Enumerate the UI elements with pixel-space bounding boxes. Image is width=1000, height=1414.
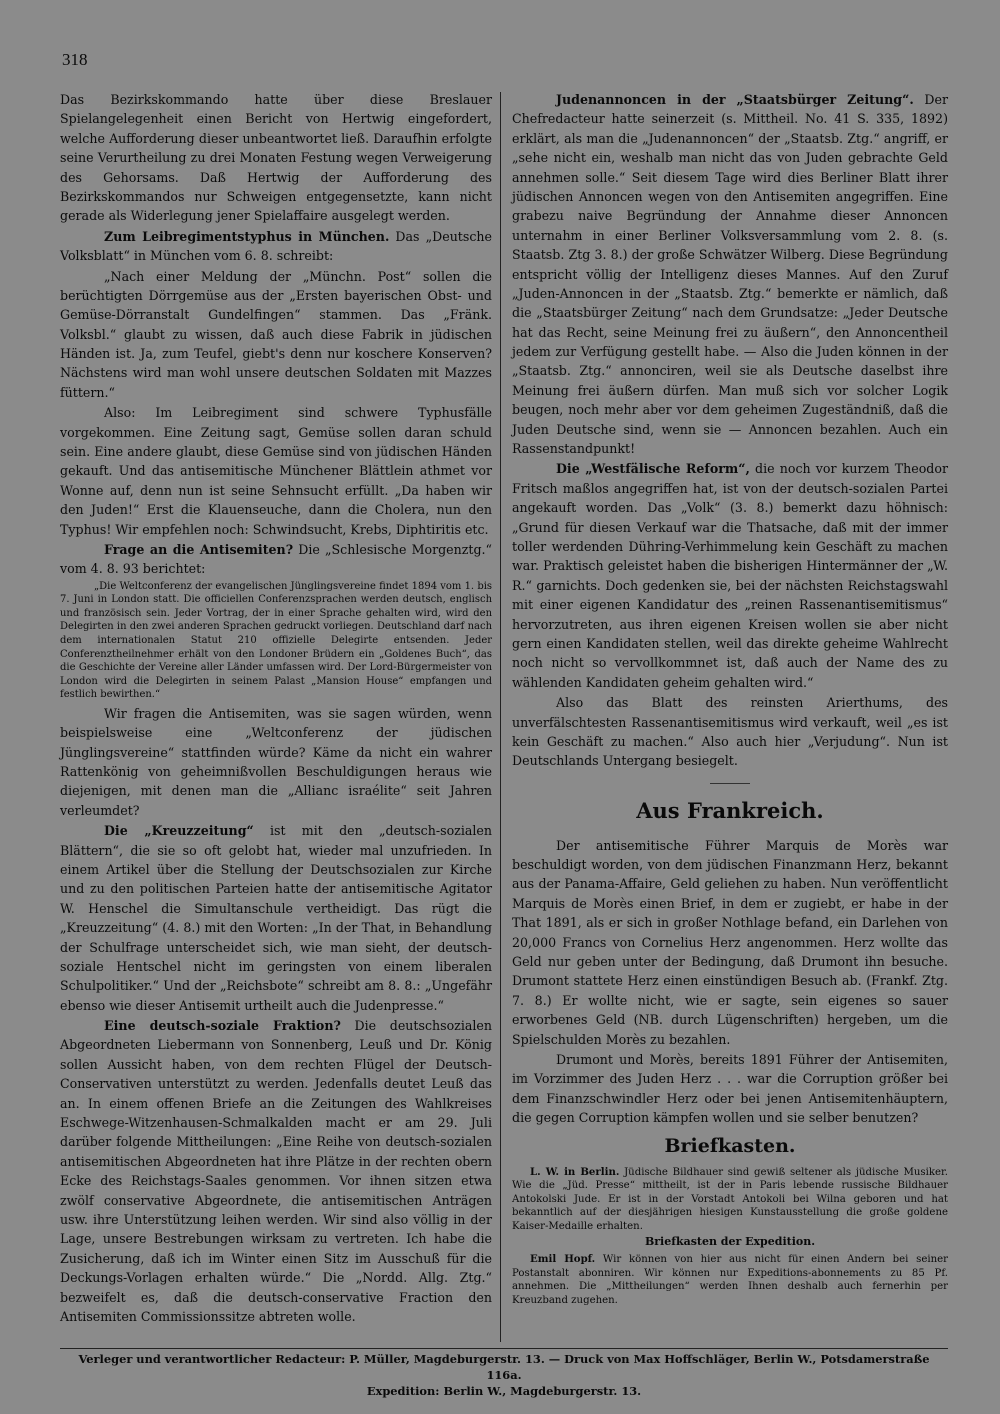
article-paragraph [60,821,492,1015]
article-paragraph [512,90,948,458]
imprint-line: Verleger und verantwortlicher Redacteur: P. Müller, Magdeburgerstr. 13. — Druck von Max Hoffschläger, Berlin W., Potsdamerstraße 116a. [78,1352,930,1382]
article-text: Die „Schlesische Morgenztg.“ vom 4. 8. 93 berichtet: [60,541,492,577]
article-headline: Judenannoncen in der „Staatsbürger Zeitung“. [556,92,914,107]
paragraph: Also das Blatt des reinsten Arierthums, des unverfälschtesten Rassenantisemitismus wird verkauft, weil „es ist kein Geschäft zu machen.“ Also auch hier „Verjudung“. Nun ist Deutschlands Untergang besiegelt. [512,695,948,769]
expedition-line: Expedition: Berlin W., Magdeburgerstr. 13. [366,1384,642,1398]
article-text: Der Chefredacteur hatte seinerzeit (s. Mittheil. No. 41 S. 335, 1892) erklärt, als man die „Judenannoncen“ der „Staatsb. Ztg.“ angriff, er „sehe nicht ein, weshalb man nicht das von Juden gebrachte Geld annehmen solle.“ Seit diesem Tage wird dies Berliner Blatt ihrer jüdischen Annoncen wegen von den Antisemiten angegriffen. Eine grabezu naive Begründung der Annahme dieser Annoncen unternahm in einer Berliner Volksversammlung vom 2. 8. (s. Staatsb. Ztg 3. 8.) der große Schwätzer Wilberg. Diese Begründung entspricht völlig der Intelligenz dieses Mannes. Auf den Zuruf „Juden-Annoncen in der „Staatsb. Ztg.“ bemerkte er nämlich, daß die „Staatsbürger Zeitung“ nach dem Grundsatze: „Jeder Deutsche hat das Recht, seine Meinung frei zu äußern“, den Annoncentheil jedem zur Verfügung gestellt habe. — Also die Juden können in der „Staatsb. Ztg.“ annonciren, weil sie als Deutsche daselbst ihre Meinung frei äußern dürfen. Man muß sich vor solcher Logik beugen, noch mehr aber vor dem geheimen Zugeständniß, daß die Juden Deutsche sind, wenn sie — Annoncen bezahlen. Auch ein Rassenstandpunkt! [512,92,948,457]
entry-text: Jüdische Bildhauer sind gewiß seltener als jüdische Musiker. Wie die „Jüd. Presse“ mittheilt, ist der in Paris lebende russische Bildhauer Antokolski Jude. Er ist in der Vorstadt Antokoli bei Wilna geboren und hat bekanntlich auf der diesjährigen hiesigen Kunstausstellung die große goldene Kaiser-Medaille erhalten. [512,1166,948,1232]
france-article [512,836,948,1128]
article-paragraph [60,540,492,579]
right-column [512,90,948,1309]
entry-heading: Emil Hopf. [530,1253,596,1266]
article-paragraph [60,227,492,266]
article-paragraph [512,459,948,692]
right-column-articles [512,90,948,771]
briefkasten-entry [512,1166,948,1234]
paragraph: Das Bezirkskommando hatte über diese Breslauer Spielangelegenheit einen Bericht von Hertwig eingefordert, welche Aufforderung dieser unbeantwortet ließ. Daraufhin erfolgte seine Verurtheilung zu drei Monaten Festung wegen Verweigerung des Gehorsams. Daß Hertwig der Aufforderung des Bezirkskommandos nur Schweigen entgegensetzte, kann nicht gerade als Widerlegung jener Spielaffaire ausgelegt werden. [60,92,492,224]
article-text: Die deutschsozialen Abgeordneten Liebermann von Sonnenberg, Leuß und Dr. König sollen Aussicht haben, von dem rechten Flügel der Deutsch-Conservativen unterstützt zu werden. Jedenfalls deutet Leuß das an. In einem offenen Briefe an die Zeitungen des Wahlkreises Eschwege-Witzenhausen-Schmalkalden macht er am 29. Juli darüber folgende Mittheilungen: „Eine Reihe von deutsch-sozialen antisemitischen Abgeordneten hat ihre Plätze in der rechten obern Ecke des Reichstags-Saales genommen. Vor ihnen sitzen etwa zwölf conservative Abgeordnete, die antisemitischen Anträgen usw. ihre Unterstützung leihen werden. Wir sind also völlig in der Lage, unsere Bestrebungen wirksam zu vertreten. Ich habe die Zusicherung, daß ich im Winter einen Sitz im Ausschuß für die Deckungs-Vorlagen erhalten würde.“ Die „Nordd. Allg. Ztg.“ bezweifelt es, daß die deutsch-conservative Fraction den Antisemiten Commissionssitze abtreten wolle. [60,1018,492,1324]
article-text: Das „Deutsche Volksblatt“ in München vom 6. 8. schreibt: [60,228,492,264]
article-headline: Zum Leibregimentstyphus in München. [104,228,390,244]
imprint-footer [60,1348,948,1399]
entry-heading: L. W. in Berlin. [530,1165,620,1178]
paragraph: „Nach einer Meldung der „Münchn. Post“ sollen die berüchtigten Dörrgemüse aus der „Ersten bayerischen Obst- und Gemüse-Dörranstalt Gundelfingen“ stammen. Das „Fränk. Volksbl.“ glaubt zu wissen, daß auch diese Fabrik in jüdischen Händen ist. Ja, zum Teufel, giebt's denn nur koschere Konserven? Nächstens wird man wohl unsere deutschen Soldaten mit Mazzes füttern.“ [60,268,492,400]
page-number: 318 [62,50,88,69]
article-headline: Die „Westfälische Reform“, [556,461,750,477]
quoted-report: „Die Weltconferenz der evangelischen Jünglingsvereine findet 1894 vom 1. bis 7. Juni in London statt. Die officiellen Conferenzsprachen werden deutsch, englisch und französisch sein. Jeder Vortrag, der in einer Sprache gehalten wird, wird den Delegirten in den zwei anderen Sprachen gedruckt vorliegen. Deutschland darf nach dem internationalen Statut 210 offizielle Delegirte entsenden. Jeder Conferenztheilnehmer erhält von den Londoner Brüdern ein „Goldenes Buch“, das die Geschichte der Vereine aller Länder umfassen wird. Der Lord-Bürgermeister von London wird die Delegirten in seinem Palast „Mansion House“ empfangen und festlich bewirthen.“ [60,580,492,701]
paragraph: Drumont und Morès, bereits 1891 Führer der Antisemiten, im Vorzimmer des Juden Herz . . . war die Corruption größer bei dem Finanzschwindler Herz oder bei jenen Antisemitenhäuptern, die gegen Corruption kämpfen wollen und sie selber benutzen? [512,1051,948,1126]
article-headline: Eine deutsch-soziale Fraktion? [104,1018,341,1034]
article-text: die noch vor kurzem Theodor Fritsch maßlos angegriffen hat, ist von der deutsch-sozialen Partei angekauft worden. Das „Volk“ (3. 8.) bemerkt dazu höhnisch: „Grund für diesen Verkauf war die Thatsache, daß mit der immer toller werdenden Dühring-Verhimmelung kein Geschäft zu machen war. Praktisch geleistet haben die bisherigen Hintermänner der „W. R.“ garnichts. Doch gedenken sie, bei der nächsten Reichstagswahl mit einer eigenen Kandidatur des „reinen Rassenantisemitismus“ hervorzutreten, aus ihren eigenen Kreisen wollen sie aber nicht gern einen Kandidaten stellen, weil das direkte geheime Wahlrecht noch nicht so vervollkommnet ist, daß auch der Name des zu wählenden Kandidaten geheim gehalten wird.“ [512,461,948,690]
article-paragraph [60,1016,492,1326]
section-title: Aus Frankreich. [636,797,824,823]
left-column [60,90,492,1327]
paragraph: Also: Im Leibregiment sind schwere Typhusfälle vorgekommen. Eine Zeitung sagt, Gemüse sollen daran schuld sein. Eine andere glaubt, diese Gemüse sind von jüdischen Händen gekauft. Und das antisemitische Münchener Blättlein athmet vor Wonne auf, denn nun ist seine Sehnsucht erfüllt. „Da haben wir den Juden!“ Erst die Klauenseuche, dann die Cholera, nun den Typhus! Wir empfehlen noch: Schwindsucht, Krebs, Diphtiritis etc. [60,405,492,537]
article-headline: Frage an die Antisemiten? [104,541,294,557]
briefkasten-title: Briefkasten. [664,1134,796,1157]
article-headline: Die „Kreuzzeitung“ [104,823,254,839]
briefkasten-entry [512,1253,948,1307]
column-divider [500,92,501,1342]
briefkasten-subtitle: Briefkasten der Expedition. [644,1235,816,1249]
entry-text: Wir können von hier aus nicht für einen Andern bei seiner Postanstalt abonniren. Wir können nur Expeditions-abonnements zu 85 Pf. annehmen. Die „Mittheilungen“ werden Ihnen deshalb auch fernerhin per Kreuzband zugehen. [512,1254,948,1307]
article-text: ist mit den „deutsch-sozialen Blättern“, die sie so oft gelobt hat, wieder mal unzufrieden. In einem Artikel über die Stellung der Deutschsozialen zur Kirche und zu den politischen Parteien hatte der antisemitische Agitator W. Henschel die Simultanschule vertheidigt. Das rügt die „Kreuzzeitung“ (4. 8.) mit den Worten: „In der That, in Behandlung der Schulfrage unterscheidet sich, wie man sieht, der deutsch-soziale Hentschel nicht im geringsten von einem liberalen Schulpolitiker.“ Und der „Reichsbote“ schreibt am 8. 8.: „Ungefähr ebenso wie dieser Antisemit urtheilt auch die Judenpresse.“ [60,823,492,1013]
section-divider [710,783,750,784]
paragraph: Der antisemitische Führer Marquis de Morès war beschuldigt worden, von dem jüdischen Finanzmann Herz, bekannt aus der Panama-Affaire, Geld geliehen zu haben. Nun veröffentlicht Marquis de Morès einen Brief, in dem er zugiebt, er habe in der That 1891, als er sich in großer Nothlage befand, ein Darlehen von 20,000 Francs von Cornelius Herz angenommen. Herz wollte das Geld nur geben unter der Bedingung, daß Drumont ihn besuche. Drumont stattete Herz einen einstündigen Besuch ab. (Frankf. Ztg. 7. 8.) Er wollte nicht, wie er sagte, sein eigenes so sauer erworbenes Geld (NB. durch Lügenschriften) hergeben, um die Spielschulden Morès zu bezahlen. [512,837,948,1047]
paragraph: Wir fragen die Antisemiten, was sie sagen würden, wenn beispielsweise eine „Weltconferenz der jüdischen Jünglingsvereine“ stattfinden würde? Käme da nicht ein wahrer Rattenkönig von geheimnißvollen Beschuldigungen heraus wie diejenigen, mit denen man die „Allianc israélite“ seit Jahren verleumdet? [60,705,492,818]
